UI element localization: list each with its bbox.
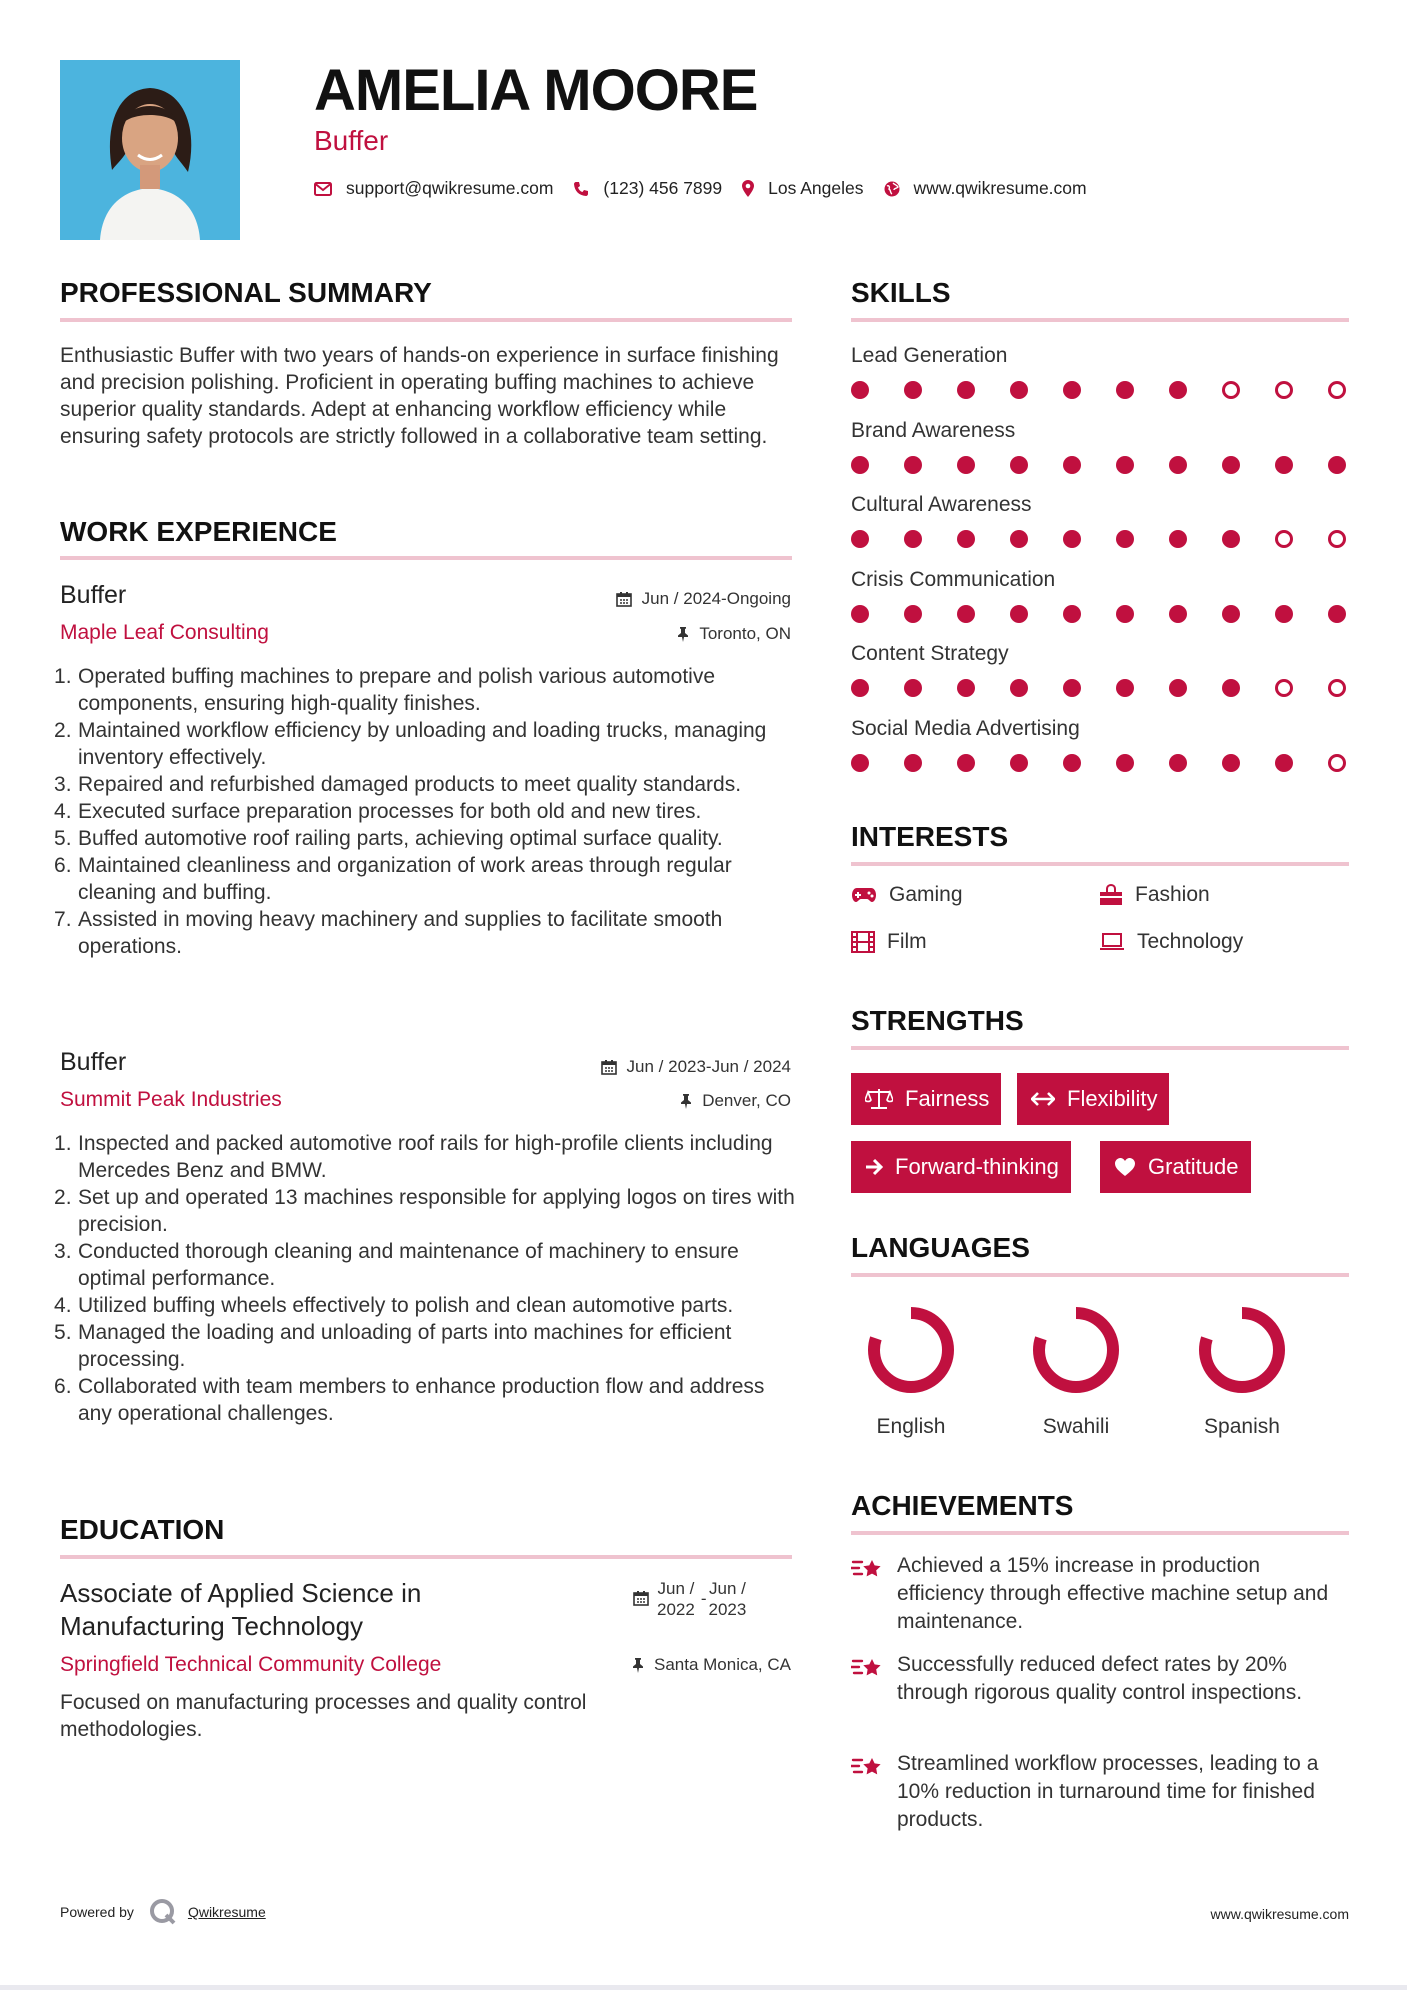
- education-date-separator: -: [700, 1589, 707, 1608]
- skill-name: Content Strategy: [851, 642, 1009, 665]
- strength-badge-flexibility: [1017, 1073, 1169, 1125]
- calendar-icon: [616, 591, 632, 607]
- skill-rating: [851, 380, 1349, 400]
- skill-name: Cultural Awareness: [851, 493, 1032, 516]
- achievements-heading: ACHIEVEMENTS: [851, 1490, 1074, 1521]
- summary-text: Enthusiastic Buffer with two years of hands-on experience in surface finishing and precision polishing. Proficient in operating buffing machines to achieve superior quality standards. Adept at enhancing workflow efficiency while ensuring safety protocols are strictly followed in a collaborative team setting.: [60, 344, 779, 448]
- list-item: Buffed automotive roof railing parts, achieving optimal surface quality.: [78, 827, 723, 850]
- skill-dot-filled: [904, 530, 922, 548]
- footer-bar: [0, 1985, 1407, 1990]
- skill-dot-filled: [1063, 530, 1081, 548]
- skill-dot-filled: [1328, 456, 1346, 474]
- language-item: [1182, 1300, 1302, 1439]
- skill-dot-filled: [1169, 381, 1187, 399]
- language-item: [851, 1300, 971, 1439]
- phone-icon: [573, 181, 589, 197]
- skill-dot-filled: [1010, 381, 1028, 399]
- interest-label: Gaming: [889, 883, 963, 906]
- skill-dot-filled: [1328, 605, 1346, 623]
- laptop-icon: [1099, 933, 1125, 951]
- skill-dot-filled: [1222, 754, 1240, 772]
- balance-scale-icon: [865, 1088, 893, 1110]
- strengths-heading: STRENGTHS: [851, 1005, 1024, 1036]
- shooting-star-icon: [851, 1556, 885, 1584]
- skill-dot-filled: [1063, 605, 1081, 623]
- interest-label: Film: [887, 930, 927, 953]
- skill-dot-filled: [1116, 530, 1134, 548]
- skill-dot-empty: [1328, 679, 1346, 697]
- education-end-month: Jun /: [708, 1579, 746, 1598]
- achievement-text: Streamlined workflow processes, leading to a 10% reduction in turnaround time for finished products.: [897, 1752, 1319, 1831]
- skills-divider: [851, 318, 1349, 322]
- list-item: Conducted thorough cleaning and maintenance of machinery to ensure optimal performance.: [78, 1240, 739, 1290]
- strength-label: Flexibility: [1067, 1086, 1158, 1111]
- interest-gaming: [851, 883, 963, 907]
- skill-dot-filled: [1275, 605, 1293, 623]
- list-item: Inspected and packed automotive roof rails for high-profile clients including Mercedes Benz and BMW.: [78, 1132, 773, 1182]
- skill-dot-filled: [1222, 679, 1240, 697]
- skill-dot-filled: [851, 605, 869, 623]
- skill-dot-filled: [1116, 381, 1134, 399]
- skills-heading: SKILLS: [851, 277, 951, 308]
- candidate-name: AMELIA MOORE: [314, 58, 758, 123]
- skill-dot-filled: [1169, 754, 1187, 772]
- contact-website[interactable]: [884, 178, 1087, 199]
- list-item: Operated buffing machines to prepare and polish various automotive components, ensuring high-quality finishes.: [78, 665, 716, 715]
- skill-dot-filled: [1116, 605, 1134, 623]
- skill-dot-filled: [957, 381, 975, 399]
- location-text: Los Angeles: [768, 178, 864, 198]
- interests-divider: [851, 862, 1349, 866]
- job-dates: [616, 589, 791, 609]
- list-item: Maintained cleanliness and organization of work areas through regular cleaning and buffing.: [78, 854, 732, 904]
- skill-rating: [851, 604, 1349, 624]
- contact-phone[interactable]: [573, 178, 722, 199]
- language-proficiency-ring: [1026, 1300, 1126, 1400]
- skill-dot-filled: [957, 754, 975, 772]
- email-text: support@qwikresume.com: [346, 178, 554, 198]
- skill-dot-filled: [904, 381, 922, 399]
- job-location: [680, 1091, 791, 1111]
- skill-dot-filled: [1169, 530, 1187, 548]
- footer-website[interactable]: www.qwikresume.com: [1210, 1906, 1349, 1922]
- job-location: [677, 624, 791, 644]
- globe-icon: [884, 181, 900, 197]
- skill-dot-empty: [1328, 754, 1346, 772]
- skill-name: Social Media Advertising: [851, 716, 1080, 740]
- education-description: Focused on manufacturing processes and quality control methodologies.: [60, 1691, 587, 1741]
- education-degree: Associate of Applied Science in Manufacturing Technology: [60, 1578, 422, 1641]
- skill-rating: [851, 529, 1349, 549]
- skill-dot-filled: [851, 679, 869, 697]
- strengths-divider: [851, 1046, 1349, 1050]
- contact-bar: [314, 178, 1107, 199]
- qwikresume-link[interactable]: Qwikresume: [187, 1904, 266, 1920]
- list-item: Repaired and refurbished damaged products to meet quality standards.: [78, 773, 742, 796]
- skill-dot-filled: [1010, 754, 1028, 772]
- skill-dot-filled: [1010, 530, 1028, 548]
- pushpin-icon: [677, 626, 689, 642]
- skill-dot-empty: [1275, 679, 1293, 697]
- language-proficiency-ring: [861, 1300, 961, 1400]
- skill-dot-empty: [1275, 381, 1293, 399]
- education-divider: [60, 1555, 792, 1559]
- pushpin-icon: [680, 1093, 692, 1109]
- shooting-star-icon: [851, 1754, 885, 1782]
- skill-dot-filled: [1116, 679, 1134, 697]
- languages-divider: [851, 1273, 1349, 1277]
- list-item: Maintained workflow efficiency by unloading and loading trucks, managing inventory effectively.: [78, 719, 767, 769]
- strength-label: Fairness: [905, 1086, 990, 1111]
- skill-dot-filled: [957, 456, 975, 474]
- contact-location: [742, 178, 863, 199]
- interest-technology: [1099, 930, 1243, 954]
- interests-heading: INTERESTS: [851, 821, 1009, 852]
- job-location-text: Toronto, ON: [699, 624, 791, 643]
- skill-name: Crisis Communication: [851, 567, 1056, 591]
- achievements-divider: [851, 1531, 1349, 1535]
- skill-dot-filled: [1222, 605, 1240, 623]
- interest-label: Technology: [1137, 930, 1244, 953]
- strength-badge-fairness: [851, 1073, 1001, 1125]
- arrows-horizontal-icon: [1031, 1092, 1055, 1106]
- skill-dot-empty: [1275, 530, 1293, 548]
- job-company: Maple Leaf Consulting: [60, 621, 269, 644]
- skill-dot-filled: [1063, 754, 1081, 772]
- language-proficiency-arc: [1039, 1313, 1113, 1387]
- shopping-bag-icon: [1099, 884, 1123, 906]
- education-end: [709, 1578, 747, 1620]
- calendar-icon: [633, 1590, 649, 1606]
- skill-dot-filled: [851, 530, 869, 548]
- skill-dot-filled: [1010, 679, 1028, 697]
- skill-dot-filled: [1010, 456, 1028, 474]
- education-start-month: Jun /: [657, 1579, 695, 1598]
- strength-label: Forward-thinking: [895, 1154, 1059, 1179]
- job-dates-text: Jun / 2023-Jun / 2024: [626, 1057, 791, 1076]
- skill-dot-filled: [904, 456, 922, 474]
- candidate-role: Buffer: [314, 125, 389, 156]
- skill-name: Brand Awareness: [851, 418, 1016, 442]
- job-duties-list: [78, 663, 798, 960]
- language-proficiency-arc: [874, 1313, 948, 1387]
- list-item: Managed the loading and unloading of parts into machines for efficient processing.: [78, 1321, 732, 1371]
- skill-dot-filled: [1222, 456, 1240, 474]
- skill-dot-filled: [957, 679, 975, 697]
- skill-rating: [851, 455, 1349, 475]
- education-start: [657, 1578, 695, 1620]
- strength-badge-forward-thinking: [851, 1141, 1071, 1193]
- website-text: www.qwikresume.com: [913, 178, 1087, 198]
- calendar-icon: [601, 1059, 617, 1075]
- experience-divider: [60, 556, 792, 560]
- skill-dot-filled: [851, 456, 869, 474]
- skill-rating: [851, 678, 1349, 698]
- skill-dot-filled: [1275, 456, 1293, 474]
- job-title: Buffer: [60, 1048, 127, 1076]
- map-marker-icon: [742, 180, 754, 197]
- heart-icon: [1114, 1157, 1136, 1177]
- summary-divider: [60, 318, 792, 322]
- skill-dot-filled: [1063, 456, 1081, 474]
- education-end-year: 2023: [708, 1600, 747, 1619]
- envelope-icon: [314, 182, 332, 196]
- list-item: Executed surface preparation processes for both old and new tires.: [78, 800, 702, 823]
- phone-text: (123) 456 7899: [603, 178, 723, 198]
- skill-dot-filled: [957, 605, 975, 623]
- powered-by-text: Powered by: [60, 1904, 134, 1920]
- interest-film: [851, 930, 927, 954]
- contact-email[interactable]: [314, 178, 553, 199]
- strength-label: Gratitude: [1148, 1154, 1239, 1179]
- skill-dot-empty: [1222, 381, 1240, 399]
- qwikresume-logo-icon: [148, 1897, 178, 1927]
- language-proficiency-arc: [1205, 1313, 1279, 1387]
- skill-dot-filled: [957, 530, 975, 548]
- skill-dot-filled: [1169, 456, 1187, 474]
- pushpin-icon: [632, 1657, 644, 1673]
- list-item: Assisted in moving heavy machinery and supplies to facilitate smooth operations.: [78, 908, 723, 958]
- list-item: Set up and operated 13 machines responsible for applying logos on tires with precision.: [78, 1186, 795, 1236]
- profile-photo: [60, 60, 240, 240]
- skill-rating: [851, 753, 1349, 773]
- skill-dot-filled: [1222, 530, 1240, 548]
- achievement-item: [851, 1552, 1351, 1636]
- education-heading: EDUCATION: [60, 1514, 225, 1545]
- education-location-text: Santa Monica, CA: [653, 1655, 791, 1674]
- skill-dot-filled: [851, 381, 869, 399]
- job-location-text: Denver, CO: [702, 1091, 791, 1110]
- skill-dot-filled: [1169, 679, 1187, 697]
- skill-dot-filled: [1169, 605, 1187, 623]
- education-start-year: 2022: [657, 1600, 695, 1619]
- skill-dot-filled: [904, 679, 922, 697]
- skill-dot-filled: [851, 754, 869, 772]
- education-location: [632, 1655, 791, 1675]
- achievement-item: [851, 1750, 1351, 1834]
- list-item: Utilized buffing wheels effectively to polish and clean automotive parts.: [78, 1294, 734, 1317]
- skill-dot-filled: [1116, 456, 1134, 474]
- job-dates-text: Jun / 2024-Ongoing: [641, 589, 791, 608]
- skill-dot-filled: [904, 754, 922, 772]
- skill-dot-filled: [1010, 605, 1028, 623]
- arrow-right-icon: [865, 1158, 883, 1176]
- language-label: Spanish: [1204, 1415, 1280, 1438]
- list-item: Collaborated with team members to enhance production flow and address any operational challenges.: [78, 1375, 765, 1425]
- strength-badge-gratitude: [1100, 1141, 1251, 1193]
- language-proficiency-ring: [1192, 1300, 1292, 1400]
- achievement-item: [851, 1651, 1351, 1707]
- education-school: Springfield Technical Community College: [60, 1653, 442, 1676]
- achievement-text: Achieved a 15% increase in production efficiency through effective machine setup and maintenance.: [897, 1554, 1329, 1633]
- education-dates: [633, 1578, 746, 1620]
- skill-dot-empty: [1328, 530, 1346, 548]
- skill-name: Lead Generation: [851, 344, 1008, 367]
- gamepad-icon: [851, 887, 877, 903]
- interest-label: Fashion: [1135, 883, 1210, 906]
- interest-fashion: [1099, 883, 1210, 907]
- shooting-star-icon: [851, 1655, 885, 1683]
- skill-dot-empty: [1328, 381, 1346, 399]
- language-label: English: [876, 1415, 946, 1438]
- skill-dot-filled: [1275, 754, 1293, 772]
- skill-dot-filled: [1116, 754, 1134, 772]
- job-dates: [601, 1057, 791, 1077]
- summary-heading: PROFESSIONAL SUMMARY: [60, 277, 432, 308]
- skill-dot-filled: [1063, 381, 1081, 399]
- footer-powered-by: [60, 1897, 266, 1927]
- job-title: Buffer: [60, 581, 127, 609]
- job-duties-list: [78, 1130, 798, 1427]
- achievement-text: Successfully reduced defect rates by 20% through rigorous quality control inspections.: [897, 1653, 1303, 1704]
- skill-dot-filled: [904, 605, 922, 623]
- languages-heading: LANGUAGES: [851, 1232, 1030, 1263]
- film-icon: [851, 931, 875, 953]
- job-company: Summit Peak Industries: [60, 1088, 282, 1111]
- experience-heading: WORK EXPERIENCE: [60, 516, 337, 547]
- language-item: [1016, 1300, 1136, 1439]
- language-label: Swahili: [1042, 1415, 1110, 1438]
- skill-dot-filled: [1063, 679, 1081, 697]
